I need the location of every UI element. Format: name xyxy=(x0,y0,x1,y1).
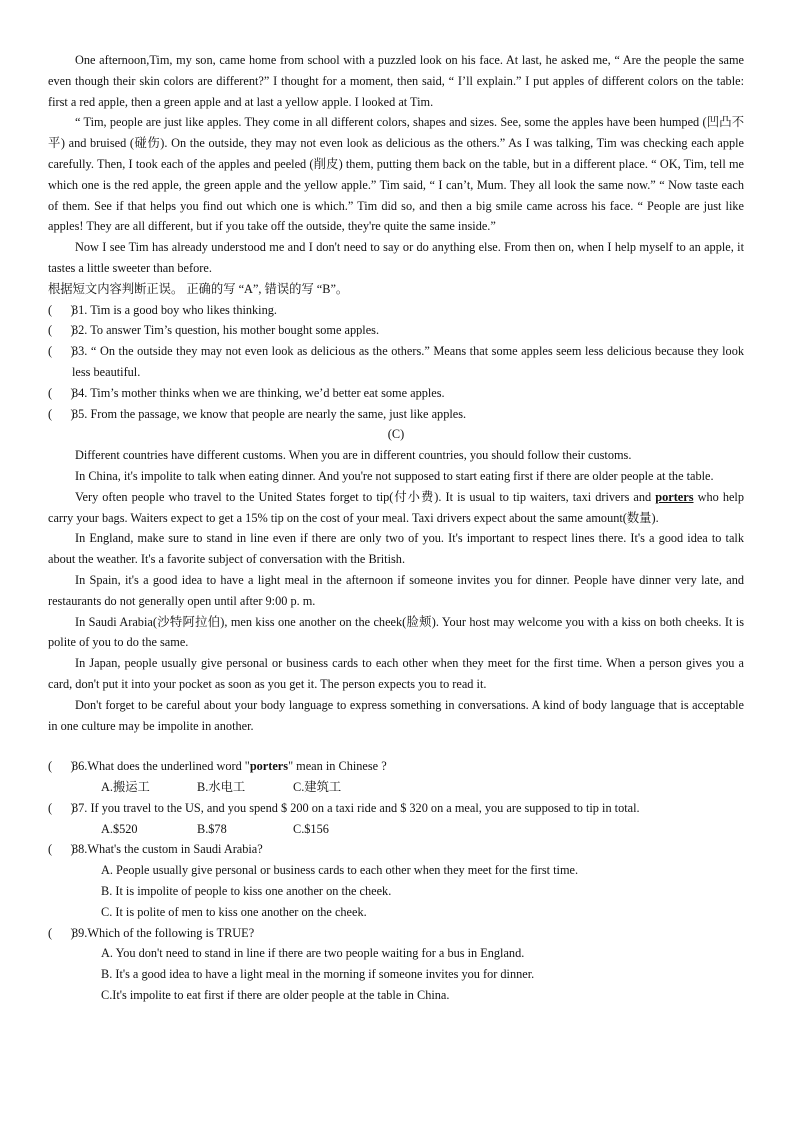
question-text xyxy=(72,756,744,777)
answer-blank[interactable]: ( ) xyxy=(48,406,75,421)
answer-blank[interactable]: ( ) xyxy=(48,323,75,338)
question-36-options xyxy=(48,777,744,798)
question-keyword: porters xyxy=(249,759,289,774)
option-c[interactable]: C. It is polite of men to kiss one another on the cheek. xyxy=(101,904,367,919)
passage-c-label: (C) xyxy=(387,427,405,442)
true-false-instruction: 根据短文内容判断正误。 正确的写 “A”, 错误的写 “B”。 xyxy=(48,281,349,296)
option-b[interactable]: B.水电工 xyxy=(197,780,246,795)
answer-blank[interactable]: ( ) xyxy=(48,344,75,359)
question-31 xyxy=(48,300,744,321)
paragraph-text: who help carry your bags. Waiters expect to get a 15% tip on the cost of your meal. Taxi drivers expect about the same amount(数量). xyxy=(48,489,745,525)
question-37 xyxy=(48,798,744,819)
answer-blank[interactable]: ( ) xyxy=(48,385,75,400)
question-33 xyxy=(48,341,744,383)
answer-blank[interactable]: ( ) xyxy=(48,800,75,815)
question-35 xyxy=(48,404,744,425)
spacer xyxy=(48,736,744,756)
option-b[interactable]: B.$78 xyxy=(197,821,227,836)
question-37-options xyxy=(48,819,744,840)
question-text: 32. To answer Tim’s question, his mother bought some apples. xyxy=(72,323,380,338)
passage-c-paragraph-1: Different countries have different customs. When you are in different countries, you should follow their customs. xyxy=(75,448,632,463)
question-text: 35. From the passage, we know that people are nearly the same, just like apples. xyxy=(72,406,467,421)
option-b[interactable]: B. It is impolite of people to kiss one another on the cheek. xyxy=(101,884,392,899)
question-text: 38.What's the custom in Saudi Arabia? xyxy=(72,842,263,857)
answer-blank[interactable]: ( ) xyxy=(48,925,75,940)
question-text: 39.Which of the following is TRUE? xyxy=(72,925,255,940)
answer-blank[interactable]: ( ) xyxy=(48,302,75,317)
question-32 xyxy=(48,320,744,341)
passage-c-paragraph-7: In Japan, people usually give personal or business cards to each other when they meet for the first time. When a person gives you a card, don't put it into your pocket as soon as you get it. The person expects you to read it. xyxy=(48,656,744,691)
answer-blank[interactable]: ( ) xyxy=(48,842,75,857)
option-a[interactable]: A. People usually give personal or business cards to each other when they meet for the first time. xyxy=(101,863,579,878)
option-a[interactable]: A.搬运工 xyxy=(101,780,150,795)
passage-b-paragraph-3: Now I see Tim has already understood me and I don't need to say or do anything else. From then on, when I help myself to an apple, it tastes a little sweeter than before. xyxy=(48,240,744,275)
option-c[interactable]: C.$156 xyxy=(293,821,329,836)
worksheet-page xyxy=(48,50,744,1006)
option-c[interactable]: C.建筑工 xyxy=(293,780,342,795)
passage-b-paragraph-1: One afternoon,Tim, my son, came home from school with a puzzled look on his face. At last, he asked me, “ Are the people the same even though their skin colors are different?” I thought for a moment, then said, “ I’ll explain.” I put apples of different colors on the table: first a red apple, then a green apple and at last a yellow apple. I looked at Tim. xyxy=(48,53,744,109)
question-text: 31. Tim is a good boy who likes thinking. xyxy=(72,302,277,317)
question-34 xyxy=(48,383,744,404)
passage-c-paragraph-4: In England, make sure to stand in line even if there are only two of you. It's important to respect lines there. It's a good idea to talk about the weather. It's a favorite subject of conversation with the British. xyxy=(48,531,744,567)
option-a[interactable]: A.$520 xyxy=(101,821,138,836)
question-text: 33. “ On the outside they may not even look as delicious as the others.” Means that some apples seem less delicious because they look less beautiful. xyxy=(72,344,744,379)
question-36 xyxy=(48,756,744,777)
question-38 xyxy=(48,839,744,860)
option-a[interactable]: A. You don't need to stand in line if there are two people waiting for a bus in England. xyxy=(101,946,525,961)
passage-b-paragraph-2: “ Tim, people are just like apples. They come in all different colors, shapes and sizes. See, some the apples have been humped (凹凸不平) and bruised (碰伤). On the outside, they may not even look as delicious as the others.” As I was talking, Tim was checking each apple carefully. Then, I took each of the apples and peeled (削皮) them, putting them back on the table, but in a different place. “ OK, Tim, tell me which one is the red apple, the green apple and the yellow apple.” Tim said, “ I can’t, Mum. They all look the same now.” “ Now taste each of them. See if that helps you find out which one is which.” Tim did so, and then a big smile came across his face. “ People are just like apples! They are all different, but if you take off the outside, they're quite the same inside.” xyxy=(48,115,744,234)
paragraph-text: Very often people who travel to the United States forget to tip(付小费). It is usual to tip waiters, taxi drivers and xyxy=(75,489,656,504)
passage-c-paragraph-8: Don't forget to be careful about your body language to express something in conversations. A kind of body language that is acceptable in one culture may be impolite in another. xyxy=(48,697,744,733)
passage-c-paragraph-2: In China, it's impolite to talk when eating dinner. And you're not supposed to start eating first if there are older people at the table. xyxy=(75,468,714,483)
question-text: 34. Tim’s mother thinks when we are thinking, we’d better eat some apples. xyxy=(72,385,445,400)
answer-blank[interactable]: ( ) xyxy=(48,759,75,774)
passage-c-paragraph-6: In Saudi Arabia(沙特阿拉伯), men kiss one another on the cheek(脸颊). Your host may welcome you with a kiss on both cheeks. It is polite of you to do the same. xyxy=(48,614,744,650)
question-text: 37. If you travel to the US, and you spend $ 200 on a taxi ride and $ 320 on a meal, you are supposed to tip in total. xyxy=(72,800,640,815)
option-c[interactable]: C.It's impolite to eat first if there are older people at the table in China. xyxy=(101,988,450,1003)
underlined-word-porters: porters xyxy=(655,489,694,504)
question-text-part: " mean in Chinese ? xyxy=(288,759,387,774)
passage-c-paragraph-5: In Spain, it's a good idea to have a light meal in the afternoon if someone invites you for dinner. People have dinner very late, and restaurants do not generally open until after 9:00 p. m. xyxy=(48,572,744,608)
question-39 xyxy=(48,923,744,944)
question-text-part: 36.What does the underlined word " xyxy=(72,759,250,774)
passage-c-paragraph-3 xyxy=(48,487,744,529)
option-b[interactable]: B. It's a good idea to have a light meal in the morning if someone invites you for dinner. xyxy=(101,967,535,982)
